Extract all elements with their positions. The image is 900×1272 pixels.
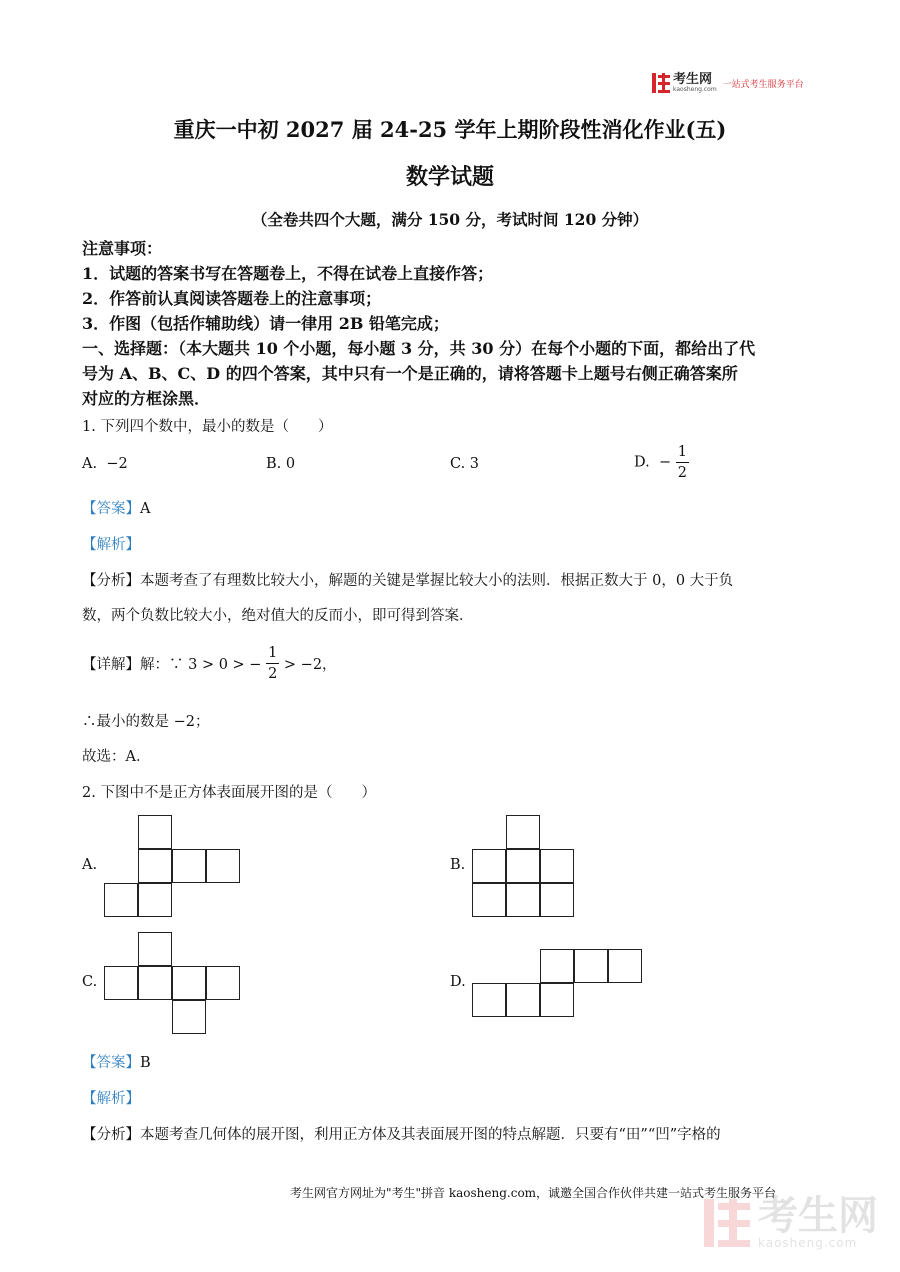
q2-analysis-tag: 【解析】 (82, 1091, 140, 1107)
q1-choose: 故选：A． (82, 749, 151, 765)
q1-detail: 【详解】解：∵ 3 > 0 > − $\frac{1}{2}$ > −2， (82, 645, 337, 682)
section1-line-1: 一、选择题：（本大题共 10 个小题，每小题 3 分，共 30 分）在每个小题的下面，都给出了代 (82, 339, 756, 358)
note-item-3: 3．作图（包括作辅助线）请一律用 2B 铅笔完成； (82, 314, 449, 333)
watermark-domain: kaosheng.com (758, 1236, 858, 1250)
q2-label-a: A. (82, 857, 98, 873)
q1-conclusion: ∴最小的数是 −2； (82, 714, 210, 730)
footer-text: 考生网官方网址为"考生"拼音 kaosheng.com，诚邀全国合作伙伴共建一站式考生服务平台 (290, 1186, 777, 1200)
logo-name: 考生网 (673, 72, 713, 87)
q2-stem: 2. 下图中不是正方体表面展开图的是（ ） (82, 785, 376, 801)
q1-detail-fraction: $\frac{1}{2}$ (268, 645, 278, 682)
q1-fenxi-line-1: 【分析】本题考查了有理数比较大小，解题的关键是掌握比较大小的法则．根据正数大于 0，0 大于负 (82, 573, 734, 589)
q2-label-b: B. (450, 857, 466, 873)
note-item-1: 1．试题的答案书写在答题卷上，不得在试卷上直接作答； (82, 264, 494, 283)
notes-heading: 注意事项： (82, 239, 163, 258)
subject-title: 数学试题 (405, 164, 494, 190)
q1-option-b: B. 0 (266, 456, 296, 472)
q1-option-a: A. −2 (82, 456, 128, 472)
document-title: 重庆一中初 2027 届 24-25 学年上期阶段性消化作业(五) (173, 117, 727, 142)
watermark-name: 考生网 (758, 1193, 878, 1239)
q2-label-d: D. (450, 974, 466, 990)
q1-answer: 【答案】A (82, 501, 151, 517)
q1-stem: 1. 下列四个数中，最小的数是（ ） (82, 419, 333, 435)
section1-line-3: 对应的方框涂黑． (82, 389, 211, 408)
q2-fenxi-line-1: 【分析】本题考查几何体的展开图，利用正方体及其表面展开图的特点解题．只要有“田”“凹”字格的 (82, 1127, 721, 1143)
logo-domain: kaosheng.com (673, 86, 717, 93)
watermark (704, 1193, 878, 1250)
exam-info: （全卷共四个大题，满分 150 分，考试时间 120 分钟） (251, 210, 649, 229)
q1-option-c: C. 3 (450, 456, 480, 472)
q2-answer: 【答案】B (82, 1055, 151, 1071)
note-item-2: 2．作答前认真阅读答题卷上的注意事项； (82, 289, 382, 308)
q1-fenxi-line-2: 数，两个负数比较大小，绝对值大的反而小，即可得到答案． (82, 608, 474, 624)
section1-line-2: 号为 A、B、C、D 的四个答案，其中只有一个是正确的，请将答题卡上题号右侧正确答案所 (82, 364, 738, 383)
q2-net-c (104, 932, 244, 1036)
q1-analysis-tag: 【解析】 (82, 537, 140, 553)
q1-option-d: D. − $\frac{1}{2}$ (634, 444, 687, 481)
kaosheng-logo-icon (652, 73, 670, 93)
q1-option-d-fraction: $\frac{1}{2}$ (677, 444, 687, 481)
q2-label-c: C. (82, 974, 98, 990)
q2-net-d (472, 949, 646, 1019)
header-logo (652, 70, 804, 96)
logo-slogan: 一站式考生服务平台 (722, 79, 804, 90)
watermark-logo-icon (704, 1199, 750, 1247)
q2-net-a (104, 815, 244, 919)
q2-net-b (472, 815, 578, 919)
